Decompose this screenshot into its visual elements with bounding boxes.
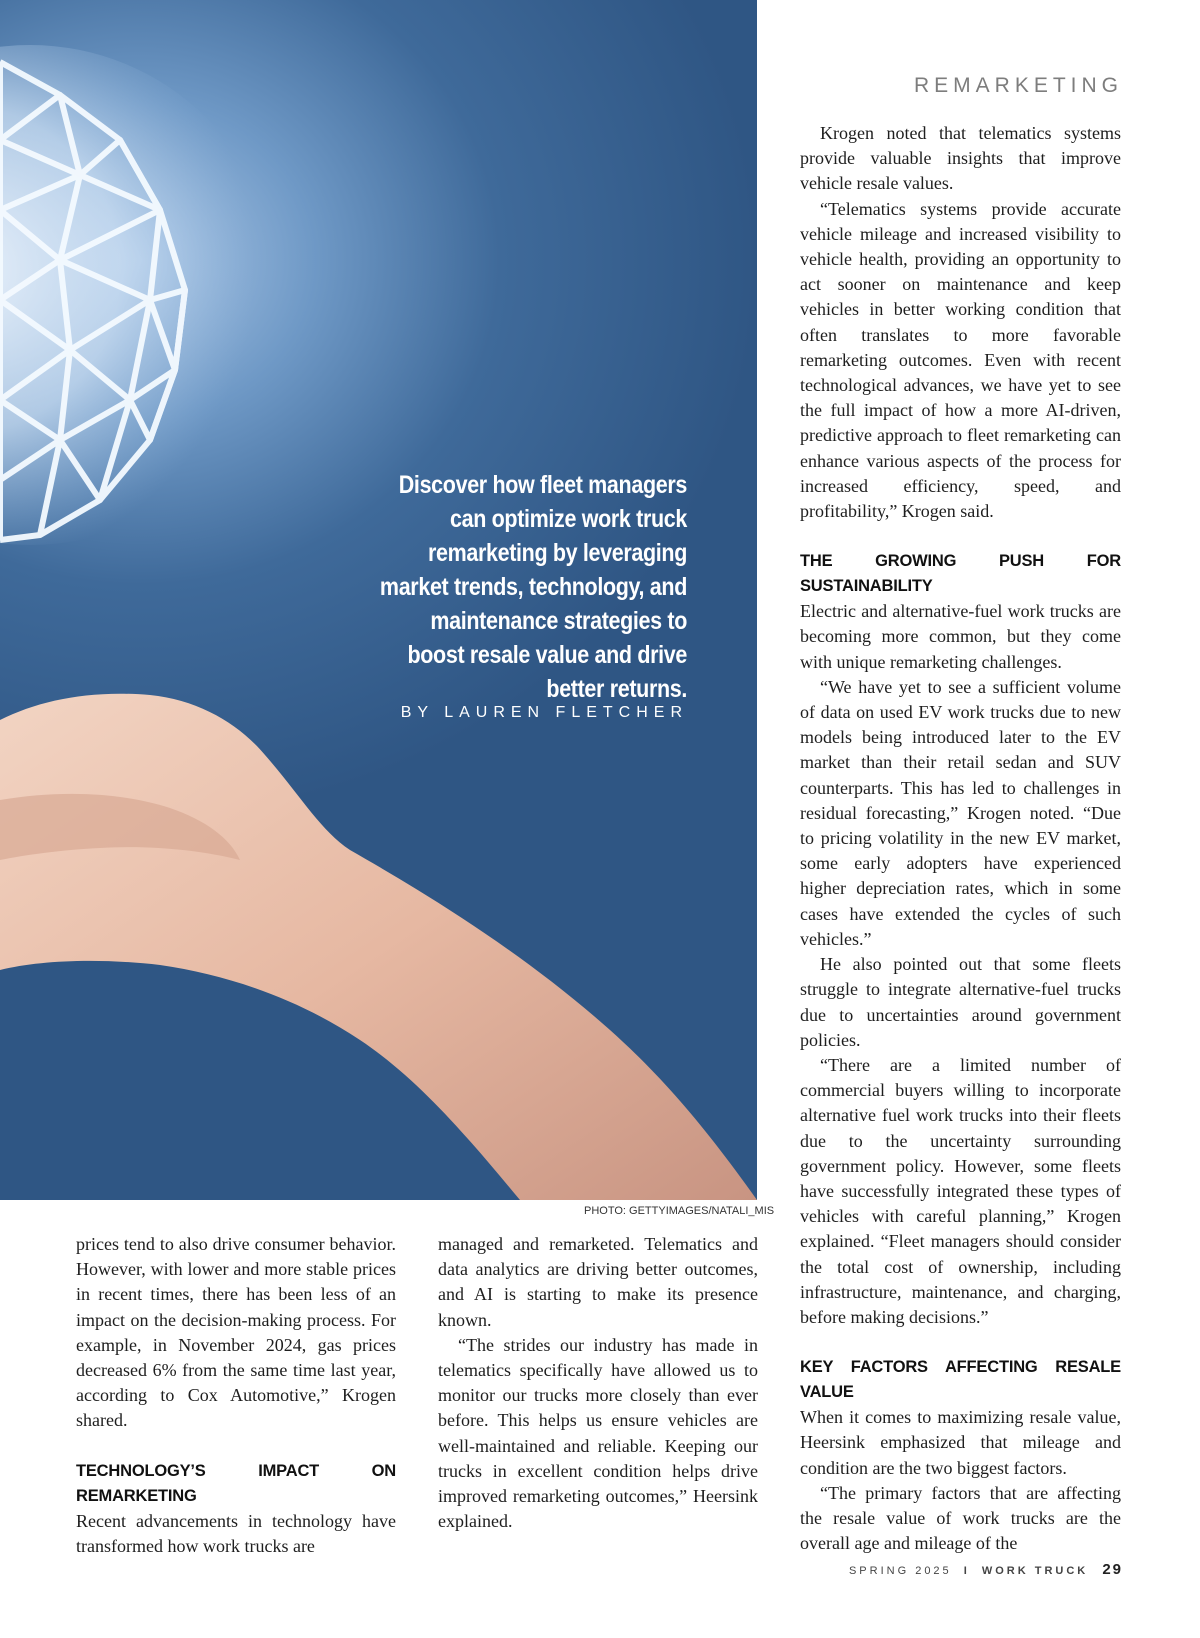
issue-date: SPRING 2025 [848, 1565, 952, 1577]
photo-credit: PHOTO: GETTYIMAGES/NATALI_MIS [584, 1205, 775, 1217]
paragraph: “The strides our industry has made in telematics specifically have allowed us to monitor our trucks more closely than ever before. This helps us ensure vehicles are well-maintained and reliable. Keeping our trucks in excellent condition helps drive improved remarketing outcomes,” Heersink explained. [438, 1334, 758, 1532]
paragraph: “Telematics systems provide accurate vehicle mileage and increased visibility to vehicle health, providing an opportunity to act sooner on maintenance and keep vehicles in better working condition that often translates to more favorable remarketing outcomes. Even with recent technological advances, we have yet to see the full impact of how a more AI-driven, predictive approach to fleet remarketing can enhance various aspects of the process for increased efficiency, speed, and profitability,” Krogen said. [800, 198, 1121, 522]
paragraph: “There are a limited number of commercial buyers willing to incorporate alternative fuel work trucks into their fleets due to the uncertainty surrounding government policy. However, some fleets have successfully integrated these types of vehicles with careful planning,” Krogen explained. “Fleet managers should consider the total cost of ownership, including infrastructure, maintenance, and charging, before making decisions.” [800, 1054, 1121, 1327]
text-column-3 [800, 121, 1121, 1556]
footer-separator: I [963, 1565, 970, 1577]
page-footer [849, 1561, 1123, 1578]
article-deck: Discover how fleet managers can optimize work truck remarketing by leveraging market trends, technology, and maintenance strategies to boost resale value and drive better returns. [379, 471, 687, 703]
section-label: REMARKETING [913, 74, 1123, 97]
byline: BY LAUREN FLETCHER [400, 704, 688, 721]
paragraph: managed and remarketed. Telematics and data analytics are driving better outcomes, and AI is starting to make its presence known. [438, 1234, 758, 1330]
paragraph: Recent advancements in technology have transformed how work trucks are [76, 1510, 396, 1556]
magazine-name: WORK TRUCK [981, 1565, 1089, 1577]
paragraph: He also pointed out that some fleets struggle to integrate alternative-fuel trucks due to uncertainties around government policies. [800, 954, 1121, 1050]
subheading: TECHNOLOGY’S IMPACT ON REMARKETING [76, 1461, 396, 1505]
text-column-2 [438, 1232, 758, 1534]
subheading: THE GROWING PUSH FOR SUSTAINABILITY [800, 552, 1121, 596]
paragraph: Electric and alternative-fuel work trucks are becoming more common, but they come with unique remarketing challenges. [800, 601, 1121, 672]
paragraph: prices tend to also drive consumer behavior. However, with lower and more stable prices in recent times, there has been less of an impact on the decision-making process. For example, in November 2024, gas prices decreased 6% from the same time last year, according to Cox Automotive,” Krogen shared. [76, 1234, 396, 1431]
text-column-1 [76, 1232, 396, 1559]
paragraph: “The primary factors that are affecting the resale value of work trucks are the overall age and mileage of the [800, 1482, 1121, 1554]
paragraph: “We have yet to see a sufficient volume of data on used EV work trucks due to new models being introduced later to the EV market than their retail sedan and SUV counterparts. This has led to challenges in residual forecasting,” Krogen noted. “Due to pricing volatility in the new EV market, some early adopters have experienced higher depreciation rates, which in some cases have extended the cycles of such vehicles.” [800, 676, 1121, 949]
hero-photo [0, 0, 757, 1200]
page-number: 29 [1102, 1561, 1123, 1578]
hand-illustration [0, 694, 757, 1200]
geodesic-sphere-icon [0, 45, 280, 545]
paragraph: When it comes to maximizing resale value, Heersink emphasized that mileage and condition are the two biggest factors. [800, 1407, 1121, 1478]
paragraph: Krogen noted that telematics systems provide valuable insights that improve vehicle resale values. [800, 123, 1121, 194]
subheading: KEY FACTORS AFFECTING RESALE VALUE [800, 1358, 1121, 1402]
